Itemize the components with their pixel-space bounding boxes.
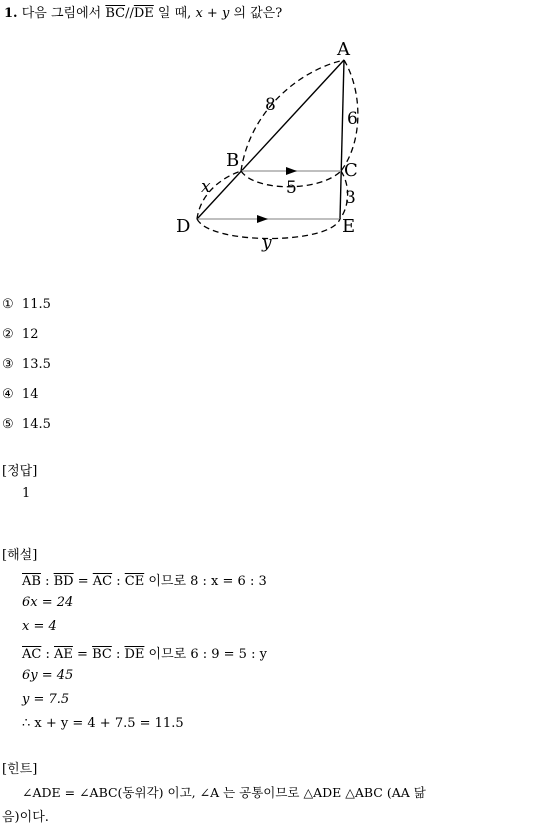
ratio-colon: :: [112, 574, 125, 589]
parallel-symbol: //: [125, 6, 134, 21]
segment-ab: $\overline{AB}$: [22, 574, 41, 589]
segment-ae: [340, 60, 344, 219]
length-ce: 3: [345, 188, 356, 208]
length-bd: x: [201, 177, 211, 197]
parallel-arrow-bc: [286, 167, 297, 175]
choice-1[interactable]: [2, 297, 51, 312]
label-a: A: [337, 39, 350, 60]
solution-line-3: x = 4: [22, 619, 57, 634]
question-text-b: 일 때,: [157, 6, 192, 21]
question-expr: x + y: [195, 6, 230, 21]
ratio-colon: :: [41, 647, 54, 662]
equals-sign: =: [72, 647, 93, 662]
choice-value: 14.5: [21, 417, 51, 432]
solution-text: 이므로 8 : x = 6 : 3: [144, 574, 267, 589]
triangle-figure: [0, 0, 535, 270]
solution-line-4: [22, 643, 267, 662]
choice-marker: ③: [2, 357, 14, 372]
length-bc: 5: [286, 178, 297, 198]
choice-value: 12: [21, 327, 39, 342]
label-b: B: [226, 150, 240, 171]
choice-value: 11.5: [21, 297, 51, 312]
choice-marker: ④: [2, 387, 14, 402]
choice-2[interactable]: [2, 327, 38, 342]
label-c: C: [344, 160, 358, 181]
segment-de: $\overline{DE}$: [124, 647, 145, 662]
solution-line-1: [22, 570, 267, 589]
label-d: D: [176, 216, 191, 237]
equals-sign: =: [73, 574, 93, 589]
length-de: y: [262, 233, 272, 253]
ratio-colon: :: [40, 574, 54, 589]
segment-ad: [197, 60, 344, 219]
length-ac: 6: [347, 109, 358, 129]
solution-line-7: ∴ x + y = 4 + 7.5 = 11.5: [22, 716, 184, 731]
segment-ce: $\overline{CE}$: [124, 574, 145, 589]
ratio-colon: :: [111, 647, 125, 662]
solution-text: 이므로 6 : 9 = 5 : y: [144, 647, 267, 662]
segment-bc: $\overline{BC}$: [105, 6, 126, 21]
question-number: 1.: [4, 6, 18, 21]
segment-ac: $\overline{AC}$: [92, 574, 113, 589]
hint-heading: [힌트]: [2, 762, 38, 777]
hint-line-1: ∠ADE = ∠ABC(동위각) 이고, ∠A 는 공통이므로 △ADE △ABC (AA 닮: [22, 785, 426, 800]
question-text-a: 다음 그림에서: [21, 6, 102, 21]
hint-line-2: 음)이다.: [2, 810, 49, 825]
choice-value: 13.5: [21, 357, 51, 372]
segment-de: $\overline{DE}$: [133, 6, 154, 21]
segment-ac: $\overline{AC}$: [22, 647, 42, 662]
segment-ae: $\overline{AE}$: [54, 647, 73, 662]
length-ab: 8: [265, 95, 276, 115]
choice-4[interactable]: [2, 387, 38, 402]
parallel-arrow-de: [257, 215, 268, 223]
solution-line-5: 6y = 45: [22, 668, 74, 683]
answer-heading: [정답]: [2, 464, 38, 479]
question-text-c: 의 값은?: [233, 6, 283, 21]
answer-value: 1: [22, 486, 31, 501]
choice-3[interactable]: [2, 357, 51, 372]
choice-5[interactable]: [2, 417, 51, 432]
choice-marker: ②: [2, 327, 14, 342]
solution-line-6: y = 7.5: [22, 692, 70, 707]
choice-marker: ①: [2, 297, 14, 312]
segment-bc: $\overline{BC}$: [92, 647, 112, 662]
choice-marker: ⑤: [2, 417, 14, 432]
choice-value: 14: [21, 387, 39, 402]
label-e: E: [342, 216, 356, 237]
solution-line-2: 6x = 24: [22, 595, 74, 610]
segment-bd: $\overline{BD}$: [53, 574, 74, 589]
solution-heading: [해설]: [2, 548, 38, 563]
